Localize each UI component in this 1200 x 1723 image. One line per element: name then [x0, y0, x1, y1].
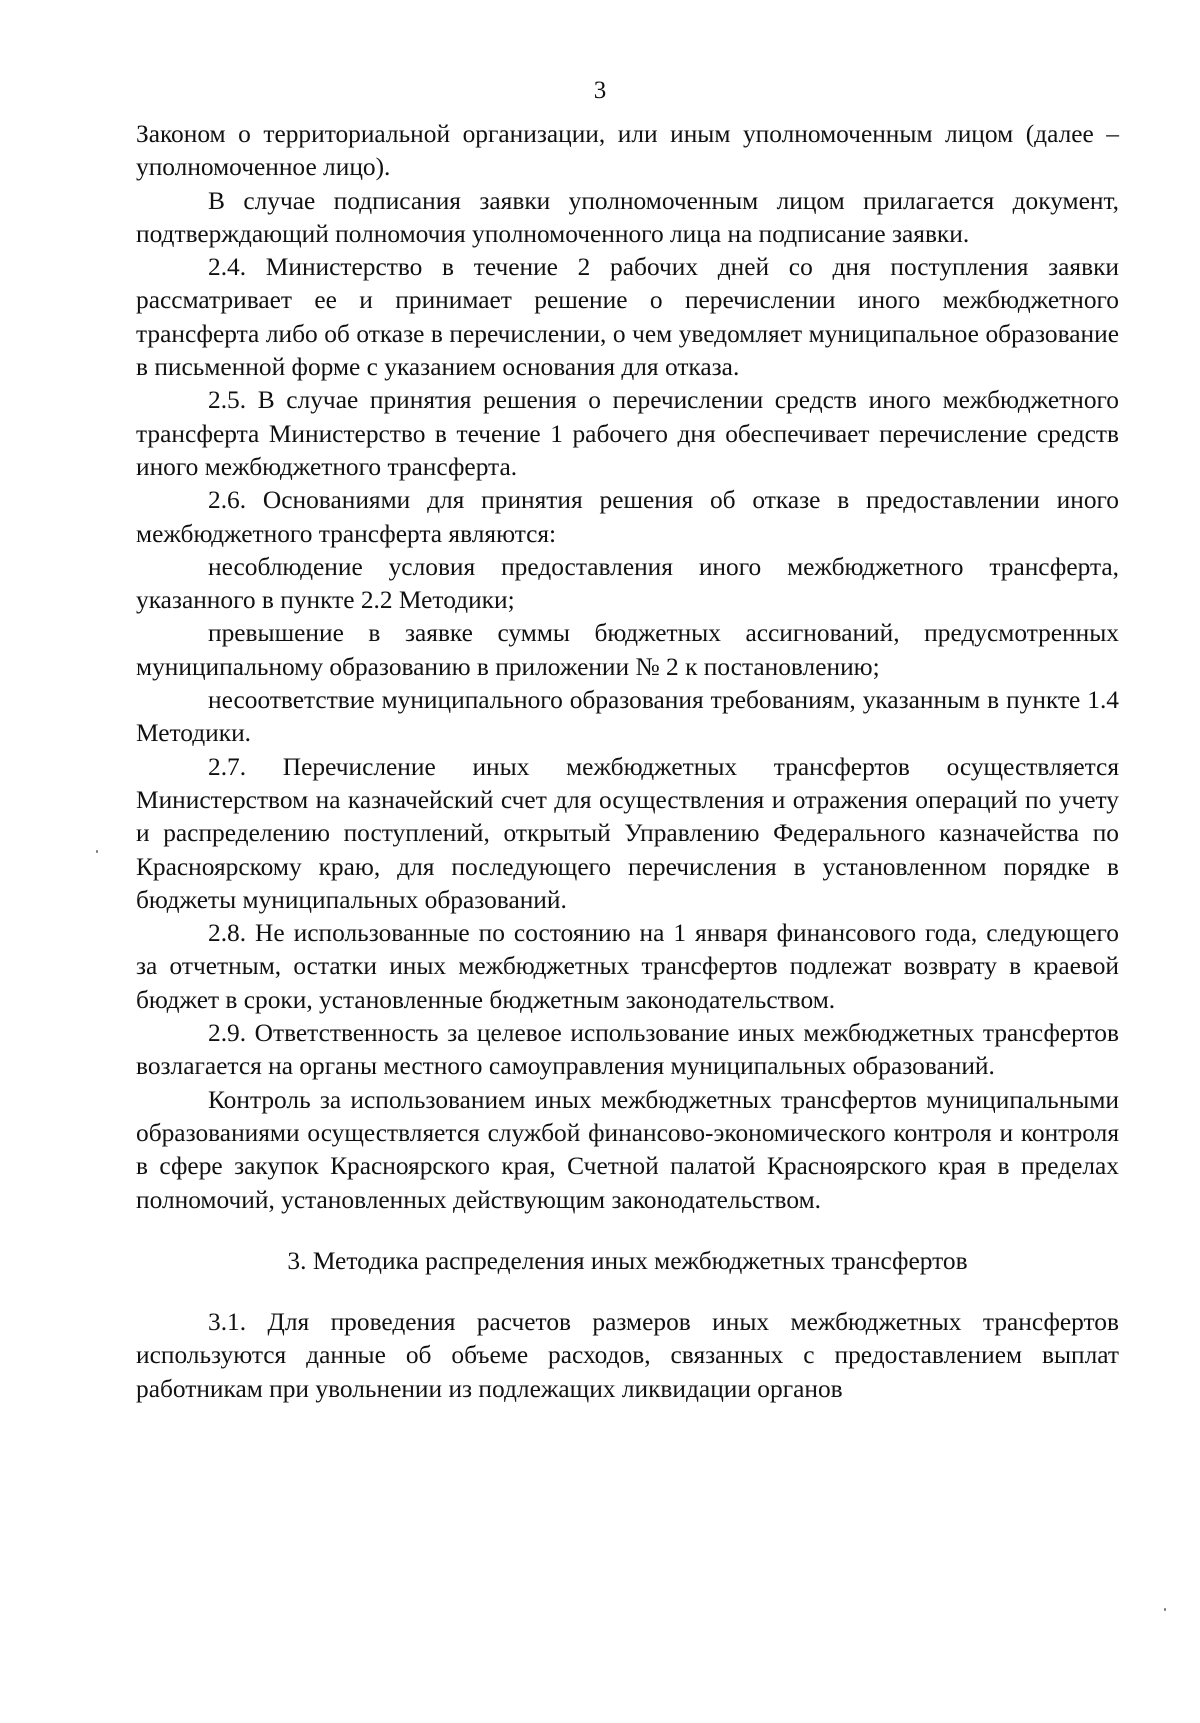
paragraph: 2.6. Основаниями для принятия решения об отказе в предоставлении иного межбюджетного трансферта являются: [136, 486, 1119, 548]
paragraph: Контроль за использованием иных межбюджетных трансфертов муниципальными образованиями осуществляется службой финансово-экономического контроля и контроля в сфере закупок Красноярского края, Счетной палатой Красноярского края в пределах полномочий, установленных действующим законодательством. [136, 1085, 1119, 1214]
paragraph: 2.7. Перечисление иных межбюджетных трансфертов осуществляется Министерством на казначейский счет для осуществления и отражения операций по учету и распределению поступлений, открытый Управлению Федерального казначейства по Красноярскому краю, для последующего перечисления в установленном порядке в бюджеты муниципальных образований. [136, 752, 1119, 914]
scan-speck [96, 850, 98, 853]
paragraph: 2.8. Не использованные по состоянию на 1 января финансового года, следующего за отчетным, остатки иных межбюджетных трансфертов подлежат возврату в краевой бюджет в сроки, установленные бюджетным законодательством. [136, 919, 1119, 1014]
paragraph: 2.9. Ответственность за целевое использование иных межбюджетных трансфертов возлагается на органы местного самоуправления муниципальных образований. [136, 1019, 1119, 1081]
paragraph: Законом о территориальной организации, или иным уполномоченным лицом (далее – уполномоченное лицо). [136, 120, 1119, 182]
page-number: 3 [593, 77, 607, 104]
document-body [136, 118, 1119, 1406]
paragraph: 2.4. Министерство в течение 2 рабочих дней со дня поступления заявки рассматривает ее и принимает решение о перечислении иного межбюджетного трансферта либо об отказе в перечислении, о чем уведомляет муниципальное образование в письменной форме с указанием основания для отказа. [136, 253, 1119, 382]
paragraphs-after-heading [136, 1306, 1119, 1406]
paragraph: 3.1. Для проведения расчетов размеров иных межбюджетных трансфертов используются данные об объеме расходов, связанных с предоставлением выплат работникам при увольнении из подлежащих ликвидации органов [136, 1308, 1119, 1403]
paragraph: превышение в заявке суммы бюджетных ассигнований, предусмотренных муниципальному образованию в приложении № 2 к постановлению; [136, 619, 1119, 681]
paragraph: В случае подписания заявки уполномоченным лицом прилагается документ, подтверждающий полномочия уполномоченного лица на подписание заявки. [136, 186, 1119, 248]
paragraphs-before-heading [136, 118, 1119, 1217]
paragraph: несоблюдение условия предоставления иного межбюджетного трансферта, указанного в пункте 2.2 Методики; [136, 552, 1119, 615]
paragraph: несоответствие муниципального образования требованиям, указанным в пункте 1.4 Методики. [136, 686, 1119, 748]
section-heading: 3. Методика распределения иных межбюджетных трансфертов [287, 1246, 968, 1275]
scan-speck [1164, 1608, 1166, 1611]
paragraph: 2.5. В случае принятия решения о перечислении средств иного межбюджетного трансферта Министерство в течение 1 рабочего дня обеспечивает перечисление средств иного межбюджетного трансферта. [136, 386, 1119, 481]
